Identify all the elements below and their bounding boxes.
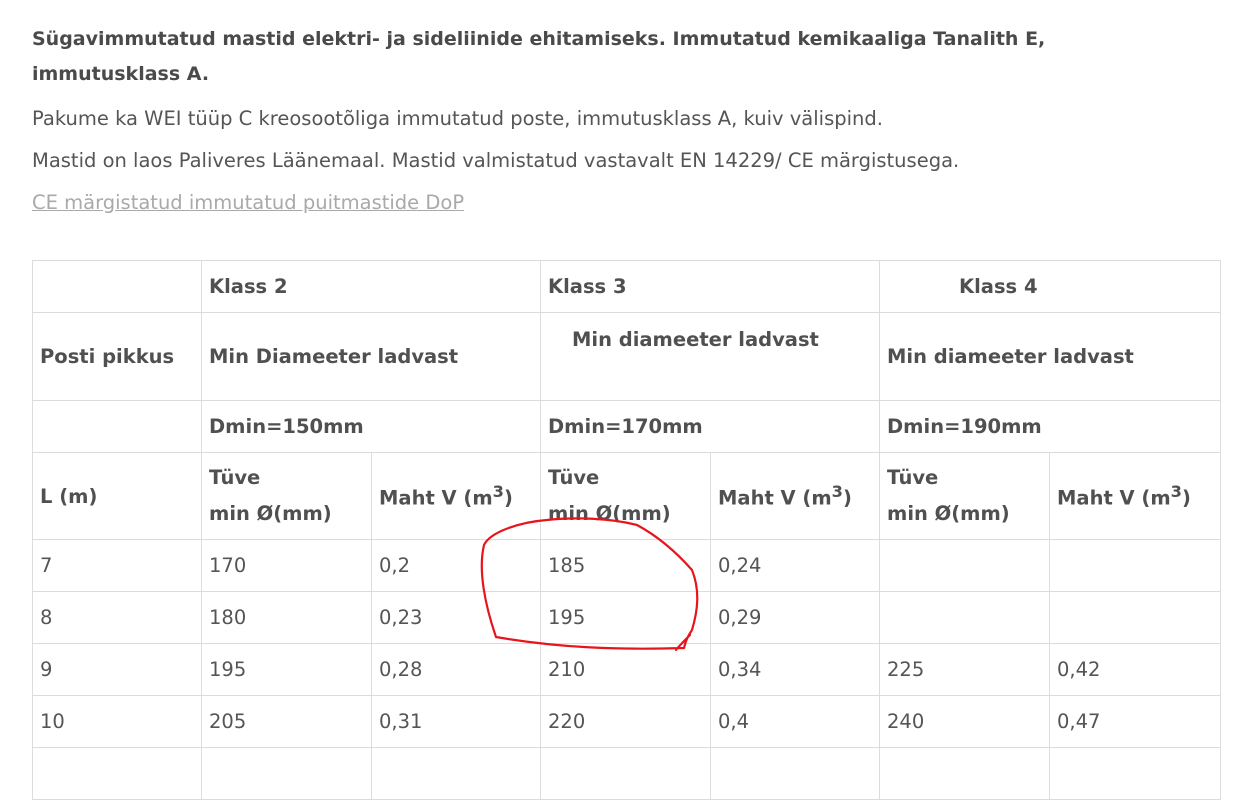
- class4-label: Klass 4: [959, 275, 1038, 298]
- trunk-class3-cell: 210: [541, 644, 711, 696]
- volume-class3-cell: 0,24: [711, 540, 880, 592]
- volume-paren: ): [1181, 486, 1191, 510]
- trunk-diameter-header-class3: [541, 453, 711, 540]
- paragraph-creosote: Pakume ka WEI tüüp C kreosootõliga immutatud poste, immutusklass A, kuiv välispind.: [32, 107, 883, 130]
- mast-spec-table: [32, 260, 1221, 800]
- volume-class3-cell: 0,4: [711, 696, 880, 748]
- min-diameter-label: min Ø(mm): [548, 502, 671, 525]
- volume-class2-cell: 0,28: [372, 644, 541, 696]
- length-cell: [33, 748, 202, 800]
- volume-label: Maht V (m: [379, 486, 493, 510]
- min-diameter-class3: [541, 313, 880, 401]
- trunk-label: Tüve: [548, 466, 600, 489]
- trunk-class3-cell: 185: [541, 540, 711, 592]
- volume-class2-cell: 0,2: [372, 540, 541, 592]
- volume-class3-cell: 0,29: [711, 592, 880, 644]
- volume-class3-cell: 0,34: [711, 644, 880, 696]
- trunk-diameter-header-class2: [202, 453, 372, 540]
- min-diameter-label: min Ø(mm): [209, 502, 332, 525]
- min-diameter-class2: Min Diameeter ladvast: [202, 313, 541, 401]
- trunk-class3-cell: 195: [541, 592, 711, 644]
- volume-class3-cell: [711, 748, 880, 800]
- trunk-label: Tüve: [209, 466, 261, 489]
- volume-paren: ): [842, 486, 852, 510]
- trunk-class3-cell: 220: [541, 696, 711, 748]
- class3-header: Klass 3: [541, 261, 880, 313]
- empty-header-cell: [33, 261, 202, 313]
- dmin-class4: Dmin=190mm: [880, 401, 1221, 453]
- dmin-row: [33, 401, 1221, 453]
- trunk-class2-cell: 195: [202, 644, 372, 696]
- table-row: [33, 696, 1221, 748]
- trunk-class2-cell: 180: [202, 592, 372, 644]
- volume-class2-cell: 0,31: [372, 696, 541, 748]
- table-row: [33, 644, 1221, 696]
- dmin-class2: Dmin=150mm: [202, 401, 541, 453]
- dmin-class3: Dmin=170mm: [541, 401, 880, 453]
- table-row: [33, 592, 1221, 644]
- length-col-header: L (m): [33, 453, 202, 540]
- volume-class4-cell: 0,42: [1050, 644, 1221, 696]
- min-diameter-class3-label: Min diameeter ladvast: [572, 328, 819, 351]
- trunk-class2-cell: 205: [202, 696, 372, 748]
- volume-paren: ): [503, 486, 513, 510]
- dop-document-link[interactable]: CE märgistatud immutatud puitmastide DoP: [32, 191, 465, 214]
- volume-exponent: 3: [831, 482, 843, 502]
- min-diameter-label: min Ø(mm): [887, 502, 1010, 525]
- table-row: [33, 540, 1221, 592]
- volume-label: Maht V (m: [718, 486, 832, 510]
- intro-heading-line2: immutusklass A.: [32, 63, 210, 85]
- paragraph-stock: Mastid on laos Paliveres Läänemaal. Mastid valmistatud vastavalt EN 14229/ CE märgistusega.: [32, 149, 960, 172]
- trunk-class4-cell: [880, 592, 1050, 644]
- post-length-header: Posti pikkus: [33, 313, 202, 401]
- volume-class2-cell: 0,23: [372, 592, 541, 644]
- table-row: [33, 748, 1221, 800]
- volume-header-class4: [1050, 453, 1221, 540]
- volume-exponent: 3: [1170, 482, 1182, 502]
- column-header-row: [33, 453, 1221, 540]
- trunk-class3-cell: [541, 748, 711, 800]
- min-diameter-class4: Min diameeter ladvast: [880, 313, 1221, 401]
- class2-header: Klass 2: [202, 261, 541, 313]
- trunk-class4-cell: [880, 748, 1050, 800]
- trunk-class2-cell: 170: [202, 540, 372, 592]
- volume-class4-cell: [1050, 592, 1221, 644]
- min-diameter-row: [33, 313, 1221, 401]
- trunk-class2-cell: [202, 748, 372, 800]
- trunk-class4-cell: 240: [880, 696, 1050, 748]
- volume-class2-cell: [372, 748, 541, 800]
- class4-header: [880, 261, 1221, 313]
- length-cell: 10: [33, 696, 202, 748]
- length-cell: 8: [33, 592, 202, 644]
- volume-class4-cell: [1050, 540, 1221, 592]
- article-content: [32, 0, 1222, 214]
- trunk-class4-cell: 225: [880, 644, 1050, 696]
- class-header-row: [33, 261, 1221, 313]
- trunk-label: Tüve: [887, 466, 939, 489]
- volume-class4-cell: [1050, 748, 1221, 800]
- trunk-diameter-header-class4: [880, 453, 1050, 540]
- length-cell: 9: [33, 644, 202, 696]
- empty-dmin-cell: [33, 401, 202, 453]
- volume-label: Maht V (m: [1057, 486, 1171, 510]
- intro-heading-line1: Sügavimmutatud mastid elektri- ja sideliinide ehitamiseks. Immutatud kemikaaliga Tanalith E,: [32, 28, 1046, 50]
- volume-class4-cell: 0,47: [1050, 696, 1221, 748]
- volume-header-class2: [372, 453, 541, 540]
- trunk-class4-cell: [880, 540, 1050, 592]
- length-cell: 7: [33, 540, 202, 592]
- intro-heading: [32, 22, 1222, 92]
- volume-exponent: 3: [492, 482, 504, 502]
- volume-header-class3: [711, 453, 880, 540]
